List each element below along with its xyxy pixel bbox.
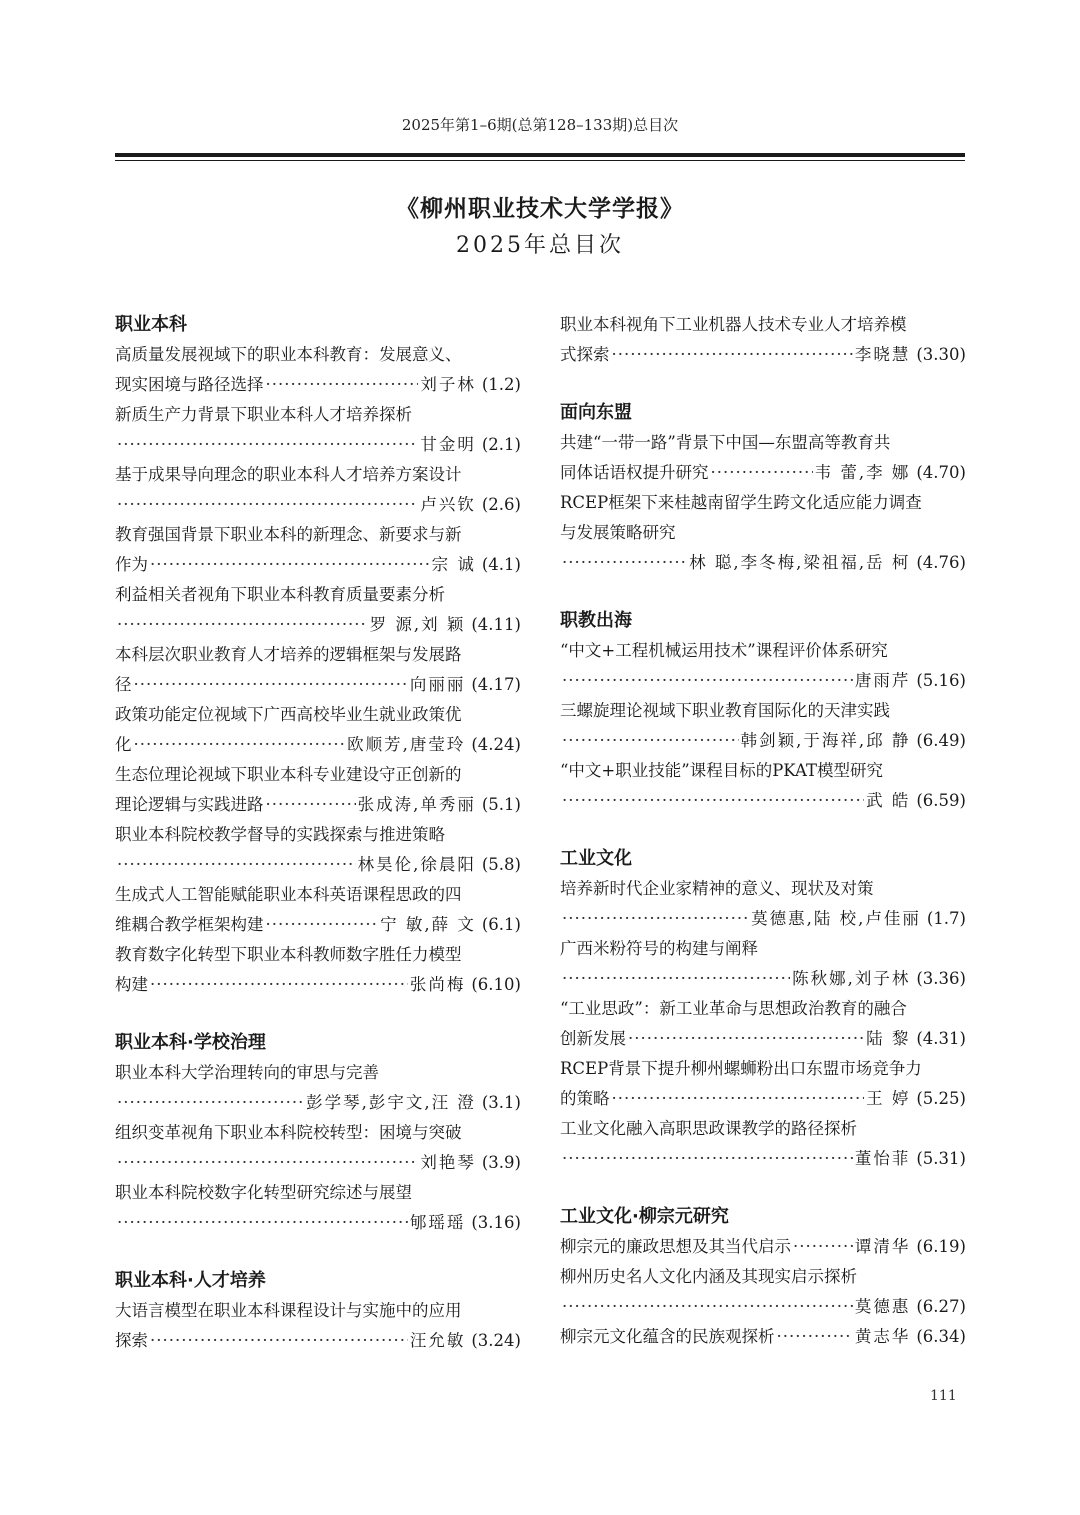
entry-issue: (4.70) (916, 463, 966, 482)
toc-entry (115, 580, 521, 640)
entry-issue: (5.25) (916, 1089, 966, 1108)
leader-dots (266, 910, 379, 940)
leader-dots (612, 340, 853, 370)
entry-title-line: 的策略 (560, 1089, 610, 1108)
entry-title-line: RCEP框架下来桂越南留学生跨文化适应能力调查 (560, 493, 922, 512)
entry-title-line: 职业本科视角下工业机器人技术专业人才培养模 (560, 315, 907, 334)
entry-title-line: 新质生产力背景下职业本科人才培养探析 (115, 405, 412, 424)
entry-issue: (5.31) (916, 1149, 966, 1168)
leader-dots (612, 1084, 865, 1114)
toc-entry (115, 640, 521, 700)
entry-author: 向丽丽 (409, 675, 466, 694)
leader-dots (150, 550, 430, 580)
toc-entry (560, 310, 966, 370)
entry-title-line: 柳宗元文化蕴含的民族观探析 (560, 1327, 775, 1346)
entry-author: 林 聪,李冬梅,梁祖福,岳 柯 (689, 553, 911, 572)
entry-title-line: 理论逻辑与实践进路 (115, 795, 264, 814)
entry-leader-line (560, 1024, 966, 1054)
entry-title-line: 工业文化融入高职思政课教学的路径探析 (560, 1119, 857, 1138)
leader-dots (266, 790, 356, 820)
toc-entry (115, 700, 521, 760)
entry-title-line: 同体话语权提升研究 (560, 463, 709, 482)
toc-section (560, 310, 966, 370)
entry-issue: (2.6) (481, 495, 521, 514)
entry-leader-line (115, 790, 521, 820)
entry-leader-line (560, 726, 966, 756)
toc-section (560, 606, 966, 816)
entry-issue: (6.10) (471, 975, 521, 994)
entry-title-line: 职业本科院校数字化转型研究综述与展望 (115, 1183, 412, 1202)
toc-entry (560, 1262, 966, 1322)
entry-leader-line (115, 490, 521, 520)
entry-leader-line (115, 850, 521, 880)
toc-entry (560, 1322, 966, 1352)
entry-author: 黄志华 (854, 1327, 911, 1346)
entry-leader-line (115, 730, 521, 760)
entry-issue: (4.1) (481, 555, 521, 574)
leader-dots (117, 610, 368, 640)
entry-leader-line (115, 370, 521, 400)
running-head: 2025年第1–6期(总第128–133期)总目次 (401, 116, 679, 134)
entry-author: 谭清华 (854, 1237, 911, 1256)
toc-entry (115, 880, 521, 940)
entry-issue: (5.1) (481, 795, 521, 814)
entry-author: 林昊伦,徐晨阳 (357, 855, 476, 874)
entry-title-line: 作为 (115, 555, 148, 574)
entry-author: 韦 蕾,李 娜 (814, 463, 911, 482)
section-title: 职业本科·人才培养 (115, 1270, 266, 1291)
entry-title-line: RCEP背景下提升柳州螺蛳粉出口东盟市场竞争力 (560, 1059, 922, 1078)
toc-entry (560, 874, 966, 934)
toc-section (115, 1028, 521, 1238)
leader-dots (134, 670, 408, 700)
leader-dots (777, 1322, 853, 1352)
entry-author: 彭学琴,彭宇文,汪 澄 (306, 1093, 476, 1112)
entry-leader-line (560, 340, 966, 370)
toc-column-left (115, 310, 521, 1384)
entry-title-line: 高质量发展视域下的职业本科教育：发展意义、 (115, 345, 462, 364)
toc-entry (560, 488, 966, 578)
section-title: 职业本科·学校治理 (115, 1032, 266, 1053)
toc-entry (560, 636, 966, 696)
entry-author: 张成涛,单秀丽 (357, 795, 476, 814)
toc-entry (115, 1118, 521, 1178)
entry-title-line: 职业本科院校教学督导的实践探索与推进策略 (115, 825, 445, 844)
entry-title-line: 教育数字化转型下职业本科教师数字胜任力模型 (115, 945, 462, 964)
entry-title-line: 维耦合教学框架构建 (115, 915, 264, 934)
toc-entry (115, 400, 521, 460)
entry-leader-line (560, 1144, 966, 1174)
entry-leader-line (560, 964, 966, 994)
entry-title-line: 本科层次职业教育人才培养的逻辑框架与发展路 (115, 645, 462, 664)
toc-entry (115, 340, 521, 400)
toc-entry (115, 520, 521, 580)
leader-dots (562, 904, 749, 934)
toc-section (560, 1202, 966, 1352)
toc-entry (560, 756, 966, 816)
header-rule-thin (115, 160, 965, 161)
entry-title-line: 大语言模型在职业本科课程设计与实施中的应用 (115, 1301, 462, 1320)
leader-dots (562, 1144, 853, 1174)
entry-title-line: 教育强国背景下职业本科的新理念、新要求与新 (115, 525, 462, 544)
entry-title-line: 柳宗元的廉政思想及其当代启示 (560, 1237, 791, 1256)
journal-subtitle: 2025年总目次 (456, 233, 624, 258)
entry-leader-line (115, 670, 521, 700)
entry-author: 欧顺芳,唐莹玲 (347, 735, 466, 754)
entry-issue: (3.16) (471, 1213, 521, 1232)
toc-entry (115, 820, 521, 880)
leader-dots (562, 666, 853, 696)
entry-issue: (6.34) (916, 1327, 966, 1346)
entry-leader-line (560, 458, 966, 488)
leader-dots (117, 430, 418, 460)
toc-entry (560, 1114, 966, 1174)
entry-title-line: 培养新时代企业家精神的意义、现状及对策 (560, 879, 874, 898)
entry-author: 刘子林 (420, 375, 476, 394)
entry-title-line: 化 (115, 735, 132, 754)
entry-title-line: 柳州历史名人文化内涵及其现实启示探析 (560, 1267, 857, 1286)
toc-entry (115, 1178, 521, 1238)
entry-title-line: 生成式人工智能赋能职业本科英语课程思政的四 (115, 885, 462, 904)
entry-author: 刘艳琴 (420, 1153, 476, 1172)
leader-dots (711, 458, 813, 488)
entry-title-line: 共建“一带一路”背景下中国—东盟高等教育共 (560, 433, 891, 452)
entry-title-line: 式探索 (560, 345, 610, 364)
toc-entry (115, 460, 521, 520)
toc-entry (560, 934, 966, 994)
entry-author: 宗 诚 (431, 555, 476, 574)
entry-author: 王 婷 (866, 1089, 911, 1108)
entry-title-line: 利益相关者视角下职业本科教育质量要素分析 (115, 585, 445, 604)
entry-issue: (2.1) (481, 435, 521, 454)
toc-section (115, 310, 521, 1000)
leader-dots (150, 970, 408, 1000)
page-number: 111 (930, 1388, 957, 1404)
entry-author: 董怡菲 (854, 1149, 911, 1168)
entry-title-line: 生态位理论视域下职业本科专业建设守正创新的 (115, 765, 462, 784)
leader-dots (150, 1326, 408, 1356)
header-rule-thick (115, 153, 965, 157)
leader-dots (562, 786, 864, 816)
entry-author: 卢兴钦 (420, 495, 476, 514)
entry-issue: (5.16) (916, 671, 966, 690)
entry-issue: (3.24) (471, 1331, 521, 1350)
entry-title-line: “中文+职业技能”课程目标的PKAT模型研究 (560, 761, 883, 780)
entry-leader-line (115, 1088, 521, 1118)
entry-title-line: 三螺旋理论视域下职业教育国际化的天津实践 (560, 701, 890, 720)
toc-entry (560, 1232, 966, 1262)
entry-title-line: 探索 (115, 1331, 148, 1350)
entry-title-line: 现实困境与路径选择 (115, 375, 264, 394)
leader-dots (117, 1148, 418, 1178)
entry-author: 汪允敏 (409, 1331, 466, 1350)
entry-title-line: “工业思政”：新工业革命与思想政治教育的融合 (560, 999, 907, 1018)
toc-section (560, 844, 966, 1174)
toc-entry (115, 1296, 521, 1356)
leader-dots (793, 1232, 853, 1262)
entry-leader-line (115, 970, 521, 1000)
entry-title-line: “中文+工程机械运用技术”课程评价体系研究 (560, 641, 888, 660)
toc-entry (560, 696, 966, 756)
entry-leader-line (560, 1322, 966, 1352)
entry-issue: (1.2) (481, 375, 521, 394)
entry-leader-line (115, 1326, 521, 1356)
entry-issue: (1.7) (926, 909, 966, 928)
entry-leader-line (115, 910, 521, 940)
leader-dots (562, 964, 790, 994)
toc-entry (115, 760, 521, 820)
entry-author: 武 皓 (866, 791, 911, 810)
entry-leader-line (115, 550, 521, 580)
toc-column-right (560, 310, 966, 1380)
entry-leader-line (560, 1084, 966, 1114)
entry-title-line: 径 (115, 675, 132, 694)
entry-issue: (3.9) (481, 1153, 521, 1172)
entry-issue: (5.8) (481, 855, 521, 874)
entry-title-line: 职业本科大学治理转向的审思与完善 (115, 1063, 379, 1082)
entry-author: 陆 黎 (866, 1029, 911, 1048)
toc-section (560, 398, 966, 578)
entry-issue: (6.27) (916, 1297, 966, 1316)
entry-author: 韩剑颖,于海祥,邱 静 (740, 731, 911, 750)
leader-dots (117, 1088, 304, 1118)
section-title: 面向东盟 (560, 402, 632, 423)
entry-leader-line (560, 548, 966, 578)
section-title: 工业文化 (560, 848, 632, 869)
leader-dots (562, 1292, 853, 1322)
leader-dots (562, 548, 687, 578)
entry-leader-line (560, 1232, 966, 1262)
leader-dots (117, 1208, 408, 1238)
entry-leader-line (115, 1208, 521, 1238)
entry-title-line: 构建 (115, 975, 148, 994)
entry-author: 莫德惠,陆 校,卢佳丽 (751, 909, 921, 928)
entry-issue: (4.11) (471, 615, 521, 634)
entry-leader-line (560, 904, 966, 934)
entry-issue: (3.30) (916, 345, 966, 364)
entry-leader-line (115, 610, 521, 640)
leader-dots (117, 850, 356, 880)
toc-entry (115, 1058, 521, 1118)
entry-leader-line (115, 1148, 521, 1178)
entry-author: 郇瑶瑶 (409, 1213, 466, 1232)
section-title: 工业文化·柳宗元研究 (560, 1206, 729, 1227)
journal-title: 《柳州职业技术大学学报》 (396, 196, 684, 222)
entry-issue: (3.36) (916, 969, 966, 988)
entry-issue: (6.1) (481, 915, 521, 934)
entry-author: 甘金明 (420, 435, 476, 454)
entry-title-line: 创新发展 (560, 1029, 626, 1048)
leader-dots (628, 1024, 864, 1054)
section-title: 职教出海 (560, 610, 632, 631)
toc-entry (115, 940, 521, 1000)
toc-entry (560, 994, 966, 1054)
leader-dots (562, 726, 739, 756)
entry-title-line: 基于成果导向理念的职业本科人才培养方案设计 (115, 465, 462, 484)
entry-issue: (4.31) (916, 1029, 966, 1048)
toc-section (115, 1266, 521, 1356)
leader-dots (134, 730, 346, 760)
entry-leader-line (560, 666, 966, 696)
entry-title-line: 政策功能定位视域下广西高校毕业生就业政策优 (115, 705, 462, 724)
entry-leader-line (560, 786, 966, 816)
entry-issue: (6.19) (916, 1237, 966, 1256)
entry-issue: (4.24) (471, 735, 521, 754)
entry-author: 陈秋娜,刘子林 (792, 969, 911, 988)
entry-title-line: 广西米粉符号的构建与阐释 (560, 939, 758, 958)
entry-issue: (4.76) (916, 553, 966, 572)
entry-leader-line (115, 430, 521, 460)
entry-title-line: 组织变革视角下职业本科院校转型：困境与突破 (115, 1123, 462, 1142)
entry-author: 张尚梅 (409, 975, 466, 994)
entry-author: 李晓慧 (854, 345, 911, 364)
entry-author: 唐雨芹 (854, 671, 911, 690)
entry-author: 宁 敏,薛 文 (380, 915, 476, 934)
toc-entry (560, 428, 966, 488)
entry-issue: (3.1) (481, 1093, 521, 1112)
entry-author: 莫德惠 (854, 1297, 911, 1316)
leader-dots (266, 370, 419, 400)
section-title: 职业本科 (115, 314, 187, 335)
entry-issue: (6.49) (916, 731, 966, 750)
entry-issue: (6.59) (916, 791, 966, 810)
leader-dots (117, 490, 418, 520)
entry-title-line: 与发展策略研究 (560, 523, 676, 542)
entry-issue: (4.17) (471, 675, 521, 694)
toc-entry (560, 1054, 966, 1114)
entry-leader-line (560, 1292, 966, 1322)
entry-author: 罗 源,刘 颖 (369, 615, 466, 634)
